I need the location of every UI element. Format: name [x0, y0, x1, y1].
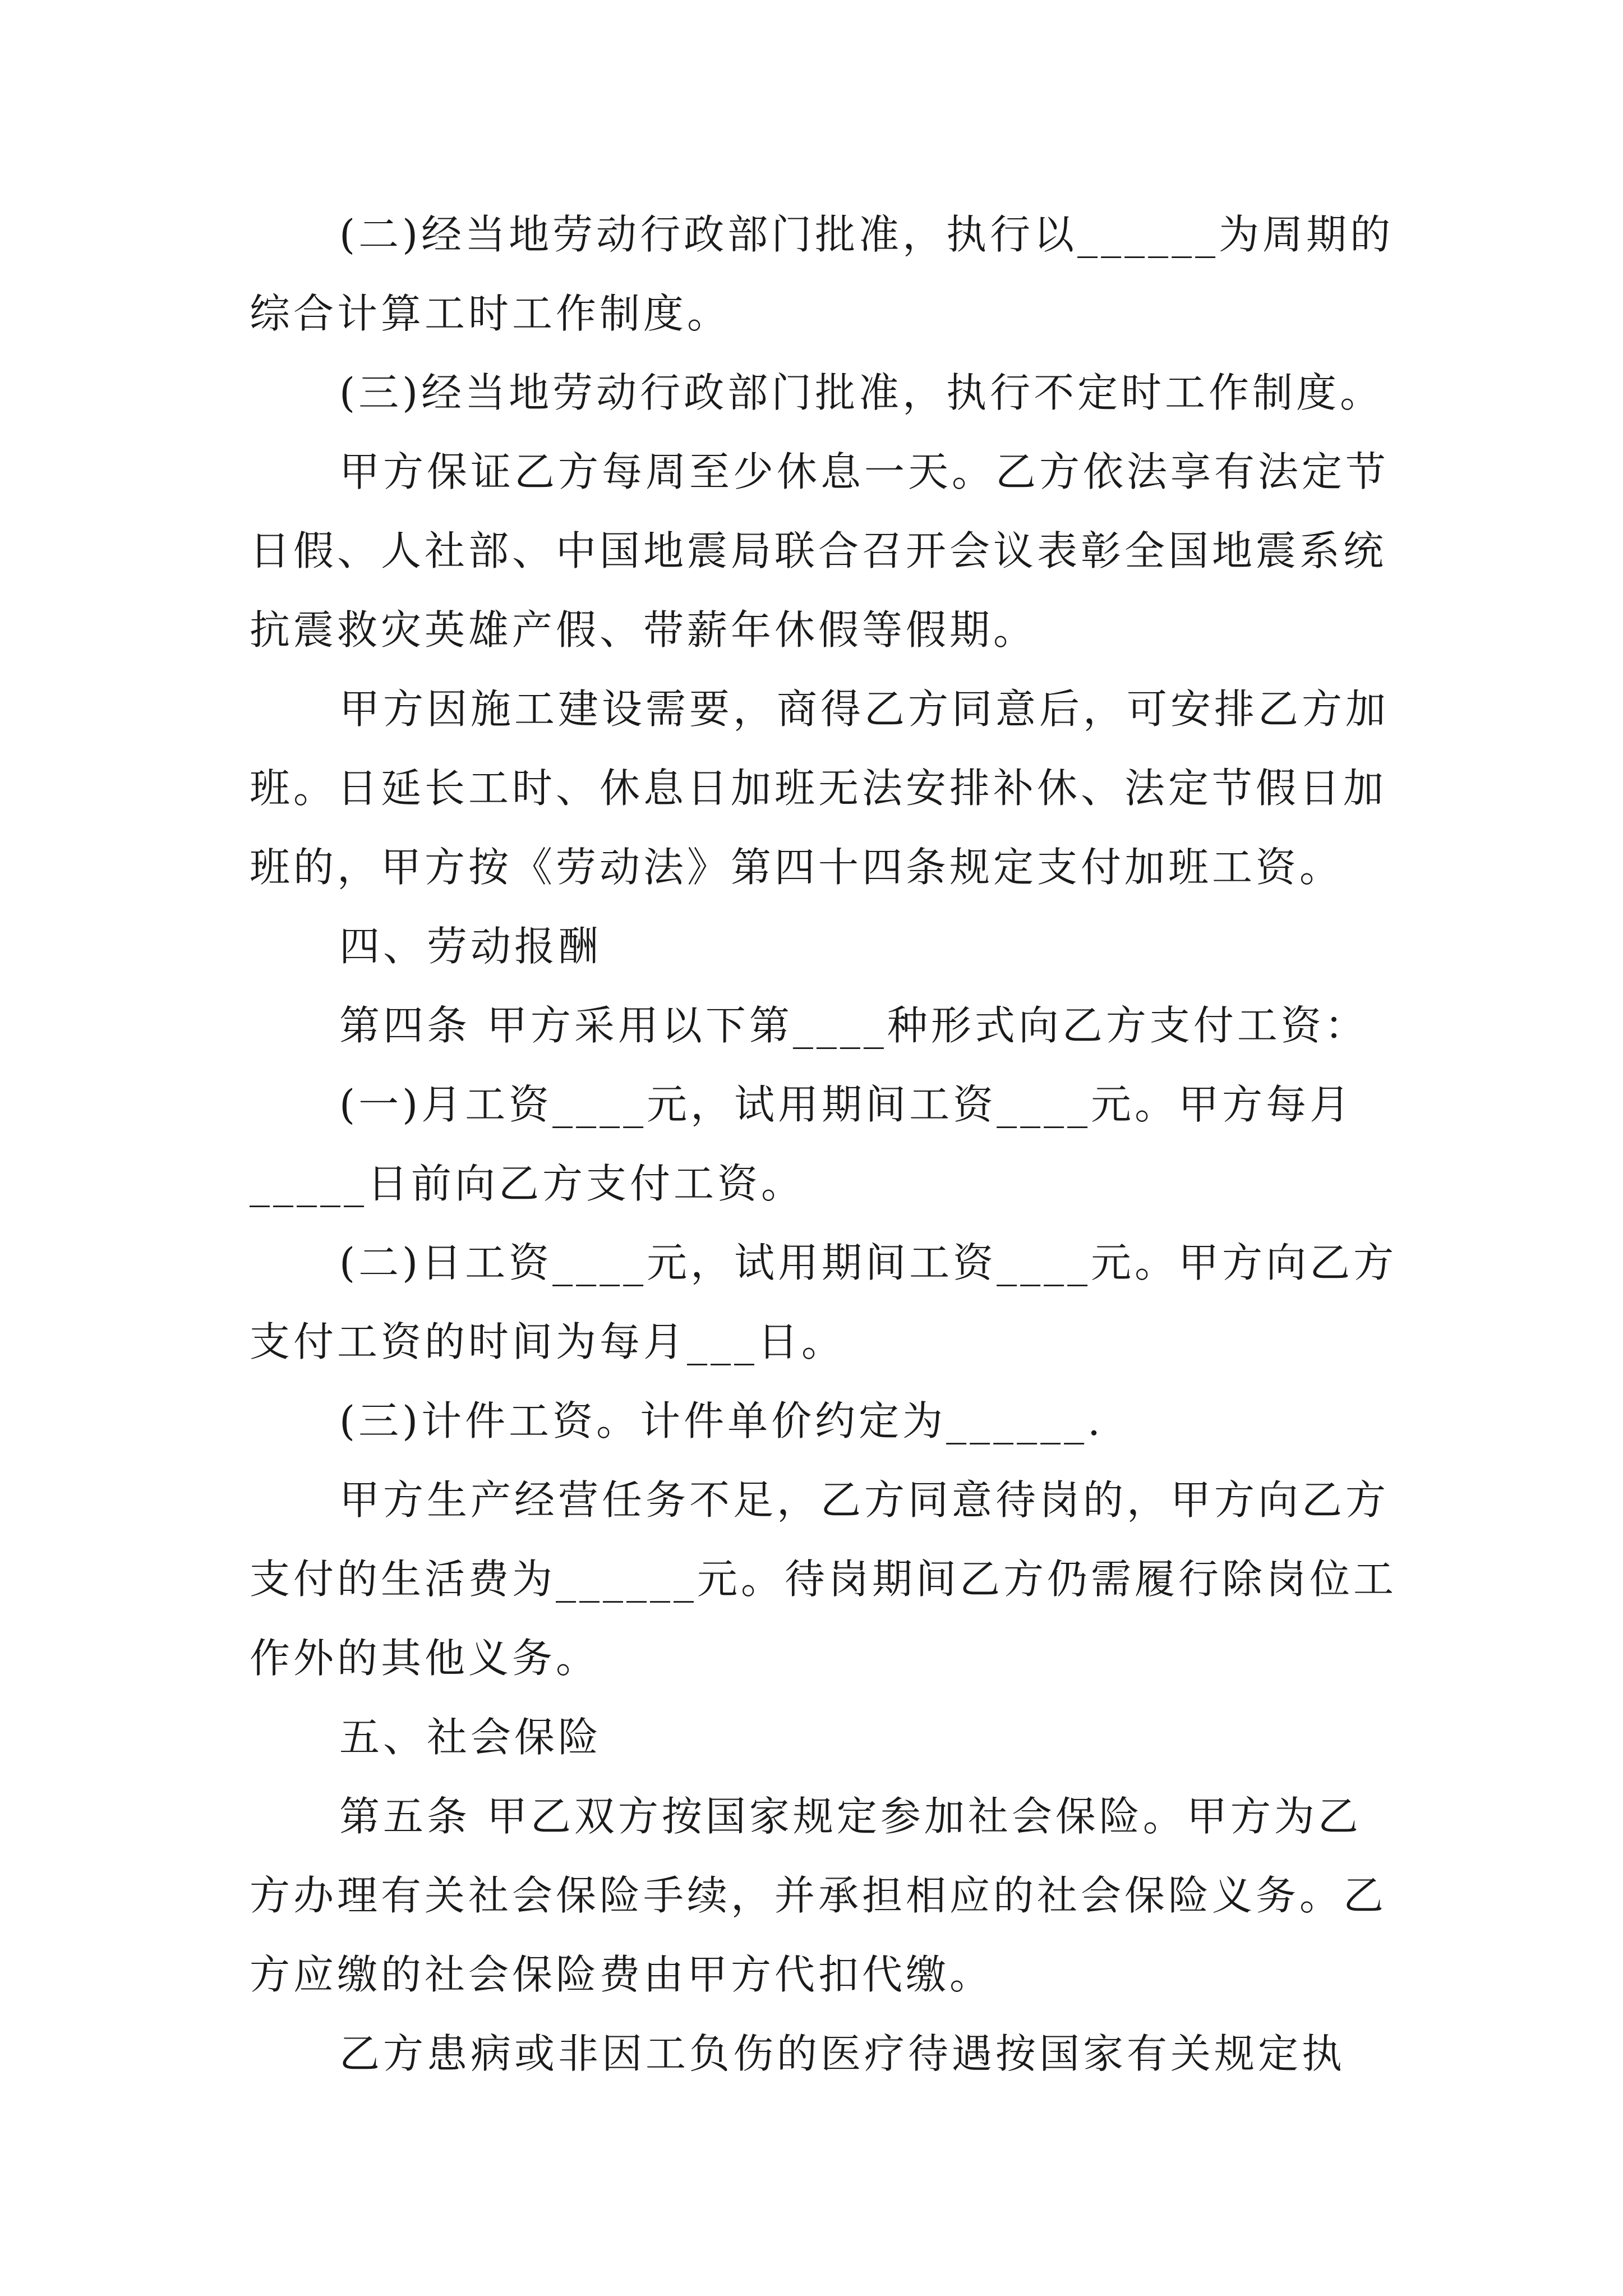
paragraph-line: 抗震救灾英雄产假、带薪年休假等假期。 — [250, 606, 1038, 654]
document-page — [250, 195, 1398, 2093]
paragraph-line: 甲方因施工建设需要，商得乙方同意后，可安排乙方加 — [339, 685, 1390, 733]
section-heading-social-insurance: 五、社会保险 — [339, 1714, 602, 1761]
article-five-line: 第五条 甲乙双方按国家规定参加社会保险。甲方为乙 — [339, 1793, 1362, 1840]
paragraph-line: (二)日工资____元，试用期间工资____元。甲方向乙方 — [339, 1239, 1398, 1286]
paragraph-line: 乙方患病或非因工负伤的医疗待遇按国家有关规定执 — [339, 2030, 1346, 2077]
paragraph-line: 班。日延长工时、休息日加班无法安排补休、法定节假日加 — [250, 765, 1387, 812]
paragraph-line: 班的，甲方按《劳动法》第四十四条规定支付加班工资。 — [250, 844, 1344, 891]
paragraph-line: 支付的生活费为______元。待岗期间乙方仍需履行除岗位工 — [250, 1556, 1398, 1603]
paragraph-line: 日假、人社部、中国地震局联合召开会议表彰全国地震系统 — [250, 527, 1387, 574]
paragraph-line: (一)月工资____元，试用期间工资____元。甲方每月 — [339, 1081, 1354, 1128]
paragraph-line: _____日前向乙方支付工资。 — [250, 1160, 805, 1207]
paragraph-line: (三)经当地劳动行政部门批准，执行不定时工作制度。 — [339, 369, 1384, 416]
paragraph-line: (三)计件工资。计件单价约定为______. — [339, 1397, 1104, 1444]
section-heading-labor-pay: 四、劳动报酬 — [339, 923, 602, 970]
paragraph-line: 方办理有关社会保险手续，并承担相应的社会保险义务。乙 — [250, 1872, 1387, 1919]
paragraph-line: (二)经当地劳动行政部门批准，执行以______为周期的 — [339, 211, 1394, 258]
paragraph-line: 方应缴的社会保险费由甲方代扣代缴。 — [250, 1951, 994, 1998]
paragraph-line: 支付工资的时间为每月___日。 — [250, 1318, 846, 1365]
paragraph-line: 甲方保证乙方每周至少休息一天。乙方依法享有法定节 — [339, 448, 1390, 495]
paragraph-line: 甲方生产经营任务不足，乙方同意待岗的，甲方向乙方 — [339, 1476, 1390, 1524]
article-four-line: 第四条 甲方采用以下第____种形式向乙方支付工资： — [339, 1002, 1368, 1049]
paragraph-line: 综合计算工时工作制度。 — [250, 290, 731, 337]
paragraph-line: 作外的其他义务。 — [250, 1635, 600, 1682]
